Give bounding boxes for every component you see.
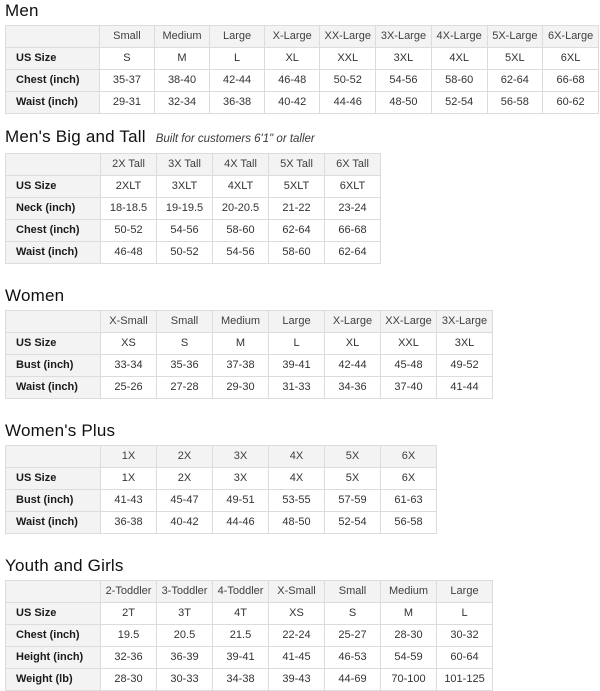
value-cell: 66-68 — [325, 220, 381, 242]
table-row — [6, 242, 381, 264]
size-table-women — [5, 310, 493, 399]
value-cell: 60-62 — [543, 92, 599, 114]
value-cell: 41-44 — [437, 377, 493, 399]
value-cell: 3XLT — [157, 176, 213, 198]
value-cell: 4XLT — [213, 176, 269, 198]
value-cell: 42-44 — [210, 70, 265, 92]
value-cell: 31-33 — [269, 377, 325, 399]
table-row — [6, 176, 381, 198]
value-cell: 6X — [381, 468, 437, 490]
value-cell: 37-38 — [213, 355, 269, 377]
value-cell: L — [269, 333, 325, 355]
row-label: Weight (lb) — [6, 669, 101, 691]
value-cell: 3XL — [376, 48, 432, 70]
value-cell: 66-68 — [543, 70, 599, 92]
row-label: Chest (inch) — [6, 220, 101, 242]
column-header: 2X Tall — [101, 154, 157, 176]
section-mens-big-and-tall — [5, 127, 599, 264]
column-header: 3X-Large — [437, 311, 493, 333]
value-cell: 44-46 — [213, 512, 269, 534]
corner-cell — [6, 311, 101, 333]
value-cell: 52-54 — [325, 512, 381, 534]
value-cell: 29-30 — [213, 377, 269, 399]
section-title-men — [5, 1, 599, 21]
value-cell: 35-36 — [157, 355, 213, 377]
value-cell: S — [100, 48, 155, 70]
column-header: Large — [437, 581, 493, 603]
value-cell: 34-38 — [213, 669, 269, 691]
value-cell: 3T — [157, 603, 213, 625]
value-cell: 53-55 — [269, 490, 325, 512]
value-cell: 39-41 — [213, 647, 269, 669]
value-cell: S — [325, 603, 381, 625]
table-row — [6, 625, 493, 647]
row-label: Waist (inch) — [6, 242, 101, 264]
corner-cell — [6, 446, 101, 468]
value-cell: 58-60 — [213, 220, 269, 242]
column-header: 3-Toddler — [157, 581, 213, 603]
value-cell: 54-56 — [213, 242, 269, 264]
table-row — [6, 220, 381, 242]
column-header: 5X — [325, 446, 381, 468]
row-label: Waist (inch) — [6, 92, 100, 114]
value-cell: 36-38 — [101, 512, 157, 534]
column-header: 4-Toddler — [213, 581, 269, 603]
value-cell: 62-64 — [325, 242, 381, 264]
column-header: Small — [325, 581, 381, 603]
value-cell: 25-26 — [101, 377, 157, 399]
value-cell: 62-64 — [269, 220, 325, 242]
value-cell: 3XL — [437, 333, 493, 355]
value-cell: 62-64 — [487, 70, 543, 92]
value-cell: 40-42 — [157, 512, 213, 534]
row-label: Bust (inch) — [6, 355, 101, 377]
value-cell: 56-58 — [381, 512, 437, 534]
column-header: 5X Tall — [269, 154, 325, 176]
value-cell: XS — [269, 603, 325, 625]
row-label: Waist (inch) — [6, 512, 101, 534]
size-table-youth-and-girls — [5, 580, 493, 691]
value-cell: 21-22 — [269, 198, 325, 220]
row-label: Chest (inch) — [6, 625, 101, 647]
value-cell: 50-52 — [157, 242, 213, 264]
value-cell: 54-56 — [376, 70, 432, 92]
value-cell: 42-44 — [325, 355, 381, 377]
column-header: Medium — [154, 26, 209, 48]
size-chart-page — [5, 1, 599, 691]
value-cell: 101-125 — [437, 669, 493, 691]
value-cell: 2XLT — [101, 176, 157, 198]
header-row — [6, 446, 437, 468]
section-title-womens-plus — [5, 421, 599, 441]
table-row — [6, 48, 599, 70]
value-cell: 54-59 — [381, 647, 437, 669]
section-men — [5, 1, 599, 114]
column-header: 3X Tall — [157, 154, 213, 176]
value-cell: L — [437, 603, 493, 625]
table-row — [6, 198, 381, 220]
header-row — [6, 26, 599, 48]
value-cell: 27-28 — [157, 377, 213, 399]
value-cell: 60-64 — [437, 647, 493, 669]
value-cell: 58-60 — [269, 242, 325, 264]
value-cell: 28-30 — [381, 625, 437, 647]
row-label: Chest (inch) — [6, 70, 100, 92]
corner-cell — [6, 154, 101, 176]
value-cell: 34-36 — [325, 377, 381, 399]
value-cell: 39-41 — [269, 355, 325, 377]
value-cell: XS — [101, 333, 157, 355]
table-row — [6, 647, 493, 669]
value-cell: 38-40 — [154, 70, 209, 92]
value-cell: 50-52 — [320, 70, 376, 92]
value-cell: 48-50 — [269, 512, 325, 534]
section-title-mens-big-and-tall — [5, 127, 599, 149]
value-cell: 33-34 — [101, 355, 157, 377]
value-cell: 58-60 — [431, 70, 487, 92]
value-cell: 46-48 — [101, 242, 157, 264]
value-cell: M — [154, 48, 209, 70]
value-cell: 5XL — [487, 48, 543, 70]
column-header: Medium — [213, 311, 269, 333]
column-header: 4X-Large — [431, 26, 487, 48]
column-header: 4X — [269, 446, 325, 468]
value-cell: 32-36 — [101, 647, 157, 669]
section-title-text: Youth and Girls — [5, 556, 124, 575]
column-header: 1X — [101, 446, 157, 468]
table-row — [6, 512, 437, 534]
section-title-text: Men's Big and Tall — [5, 127, 146, 146]
value-cell: 44-46 — [320, 92, 376, 114]
size-table-womens-plus — [5, 445, 437, 534]
value-cell: 36-39 — [157, 647, 213, 669]
value-cell: 46-48 — [265, 70, 320, 92]
column-header: 6X — [381, 446, 437, 468]
value-cell: 30-33 — [157, 669, 213, 691]
value-cell: 70-100 — [381, 669, 437, 691]
column-header: 5X-Large — [487, 26, 543, 48]
value-cell: 37-40 — [381, 377, 437, 399]
value-cell: 2T — [101, 603, 157, 625]
value-cell: XXL — [381, 333, 437, 355]
value-cell: 45-48 — [381, 355, 437, 377]
value-cell: 41-43 — [101, 490, 157, 512]
value-cell: 25-27 — [325, 625, 381, 647]
column-header: X-Small — [269, 581, 325, 603]
header-row — [6, 154, 381, 176]
value-cell: 32-34 — [154, 92, 209, 114]
value-cell: XL — [325, 333, 381, 355]
value-cell: 2X — [157, 468, 213, 490]
value-cell: M — [381, 603, 437, 625]
column-header: Medium — [381, 581, 437, 603]
value-cell: 19.5 — [101, 625, 157, 647]
value-cell: 19-19.5 — [157, 198, 213, 220]
column-header: Large — [210, 26, 265, 48]
size-table-men — [5, 25, 599, 114]
value-cell: 41-45 — [269, 647, 325, 669]
column-header: 6X Tall — [325, 154, 381, 176]
value-cell: 49-52 — [437, 355, 493, 377]
value-cell: 20.5 — [157, 625, 213, 647]
value-cell: 6XL — [543, 48, 599, 70]
column-header: XX-Large — [381, 311, 437, 333]
value-cell: 52-54 — [431, 92, 487, 114]
value-cell: 4T — [213, 603, 269, 625]
column-header: 6X-Large — [543, 26, 599, 48]
corner-cell — [6, 26, 100, 48]
value-cell: 36-38 — [210, 92, 265, 114]
column-header: 2-Toddler — [101, 581, 157, 603]
row-label: Waist (inch) — [6, 377, 101, 399]
value-cell: M — [213, 333, 269, 355]
column-header: Large — [269, 311, 325, 333]
column-header: Small — [100, 26, 155, 48]
table-row — [6, 70, 599, 92]
table-row — [6, 490, 437, 512]
value-cell: 28-30 — [101, 669, 157, 691]
value-cell: 30-32 — [437, 625, 493, 647]
table-row — [6, 603, 493, 625]
header-row — [6, 581, 493, 603]
row-label: US Size — [6, 603, 101, 625]
section-women — [5, 286, 599, 399]
value-cell: 35-37 — [100, 70, 155, 92]
column-header: Small — [157, 311, 213, 333]
value-cell: 20-20.5 — [213, 198, 269, 220]
column-header: X-Large — [325, 311, 381, 333]
value-cell: S — [157, 333, 213, 355]
value-cell: 45-47 — [157, 490, 213, 512]
table-row — [6, 377, 493, 399]
column-header: 3X — [213, 446, 269, 468]
row-label: Neck (inch) — [6, 198, 101, 220]
value-cell: XL — [265, 48, 320, 70]
value-cell: 54-56 — [157, 220, 213, 242]
value-cell: 22-24 — [269, 625, 325, 647]
value-cell: 56-58 — [487, 92, 543, 114]
column-header: 2X — [157, 446, 213, 468]
table-row — [6, 669, 493, 691]
table-row — [6, 333, 493, 355]
row-label: US Size — [6, 333, 101, 355]
value-cell: 6XLT — [325, 176, 381, 198]
value-cell: 44-69 — [325, 669, 381, 691]
section-subtitle: Built for customers 6'1" or taller — [155, 133, 315, 145]
value-cell: 61-63 — [381, 490, 437, 512]
value-cell: 29-31 — [100, 92, 155, 114]
section-title-women — [5, 286, 599, 306]
value-cell: 46-53 — [325, 647, 381, 669]
table-row — [6, 355, 493, 377]
value-cell: 4XL — [431, 48, 487, 70]
column-header: 3X-Large — [376, 26, 432, 48]
value-cell: 57-59 — [325, 490, 381, 512]
column-header: X-Small — [101, 311, 157, 333]
value-cell: 21.5 — [213, 625, 269, 647]
table-row — [6, 92, 599, 114]
value-cell: 50-52 — [101, 220, 157, 242]
corner-cell — [6, 581, 101, 603]
value-cell: 23-24 — [325, 198, 381, 220]
section-title-text: Men — [5, 1, 39, 20]
value-cell: 39-43 — [269, 669, 325, 691]
value-cell: XXL — [320, 48, 376, 70]
value-cell: 4X — [269, 468, 325, 490]
section-youth-and-girls — [5, 556, 599, 691]
section-womens-plus — [5, 421, 599, 534]
header-row — [6, 311, 493, 333]
value-cell: 5X — [325, 468, 381, 490]
column-header: X-Large — [265, 26, 320, 48]
column-header: 4X Tall — [213, 154, 269, 176]
value-cell: L — [210, 48, 265, 70]
value-cell: 48-50 — [376, 92, 432, 114]
value-cell: 3X — [213, 468, 269, 490]
value-cell: 49-51 — [213, 490, 269, 512]
value-cell: 18-18.5 — [101, 198, 157, 220]
row-label: Height (inch) — [6, 647, 101, 669]
section-title-text: Women's Plus — [5, 421, 116, 440]
row-label: US Size — [6, 468, 101, 490]
value-cell: 40-42 — [265, 92, 320, 114]
size-table-mens-big-and-tall — [5, 153, 381, 264]
value-cell: 1X — [101, 468, 157, 490]
table-row — [6, 468, 437, 490]
section-title-youth-and-girls — [5, 556, 599, 576]
row-label: Bust (inch) — [6, 490, 101, 512]
row-label: US Size — [6, 176, 101, 198]
value-cell: 5XLT — [269, 176, 325, 198]
column-header: XX-Large — [320, 26, 376, 48]
row-label: US Size — [6, 48, 100, 70]
section-title-text: Women — [5, 286, 65, 305]
